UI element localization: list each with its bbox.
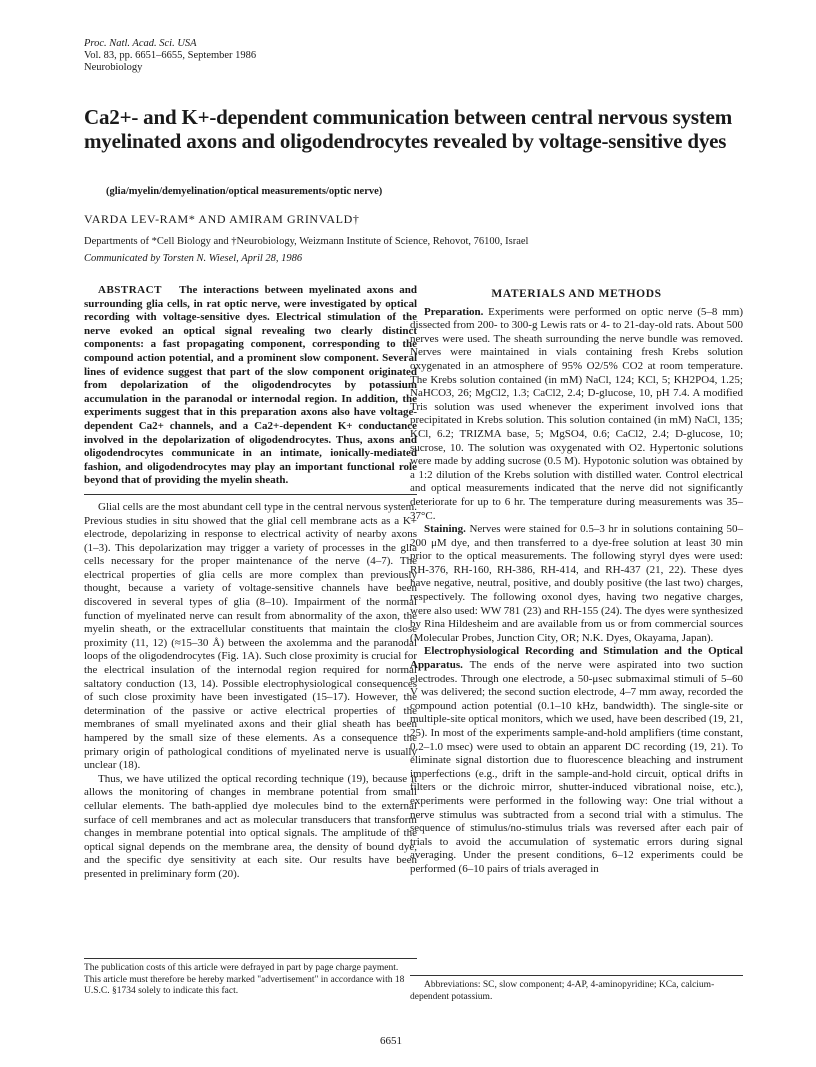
run-in-heading: Preparation. — [424, 305, 484, 318]
paper-title: Ca2+- and K+-dependent communication between central nervous system myelinated axons and oligodendrocytes revealed by voltage-sensitive dyes — [84, 105, 733, 153]
journal-name: Proc. Natl. Acad. Sci. USA — [84, 38, 197, 49]
page-number: 6651 — [380, 1035, 402, 1047]
abstract-divider — [84, 494, 417, 495]
run-in-heading: Electrophysiological Recording and Stimulation and the Optical Apparatus. — [410, 645, 743, 672]
abbreviations-footnote — [410, 975, 743, 1003]
publication-cost-footnote — [84, 958, 417, 998]
paragraph-text: Experiments were performed on optic nerve (5–8 mm) dissected from 200- to 300-g Lewis rats or 4- to 21-day-old rats. About 500 nerves were used. The sheath surrounding the nerve bundle was removed. Nerves were maintained in vials containing fresh Krebs solution oxygenated in an atmosphere of 95% O2/5% CO2 at room temperature. The Krebs solution contained (in mM) NaCl, 124; KCl, 5; KH2PO4, 1.25; NaHCO3, 26; MgCl2, 1.3; CaCl2, 2.4; D-glucose, 10, pH 7.4. A modified Tris solution was used whenever the experiment involved ions that precipitated in Krebs solution. This solution contained (in mM) NaCl, 135; KCl, 6.2; TRIZMA base, 5; MgSO4, 0.6; CaCl2, 2.4; D-glucose, 10; sucrose, 10. The solution was oxygenated with O2. Hypertonic solutions were made by adding sucrose (0.5 M). Hypotonic solution was obtained by a 1:2 dilution of the Krebs solution with distilled water. Control electrical and optical measurements indicated that the nerve did not significantly deteriorate for up to 6 hr. The temperature during measurements was 35–37°C. — [410, 305, 743, 522]
paragraph-text: Nerves were stained for 0.5–3 hr in solutions containing 50–200 μM dye, and then transferred to a dye-free solution at least 30 min prior to the optical measurements. The following styryl dyes were used: RH-376, RH-160, RH-386, RH-414, and RH-437 (21, 22). These dyes have negative, neutral, positive, and doubly positive (the last two) charges, respectively. The following oxonol dyes, having two negative charges, were also used: WW 781 (23) and RH-155 (24). The dyes were synthesized by Rina Hildesheim and are available from us or from commercial sources (Molecular Probes, Junction City, OR; N.K. Dyes, Okayama, Japan). — [410, 523, 743, 644]
left-column — [84, 280, 417, 882]
authors: VARDA LEV-RAM* AND AMIRAM GRINVALD† — [84, 212, 360, 226]
affiliation: Departments of *Cell Biology and †Neurobiology, Weizmann Institute of Science, Rehovot, 76100, Israel — [84, 236, 529, 247]
volume-line: Vol. 83, pp. 6651–6655, September 1986 — [84, 50, 257, 61]
footnote-divider — [410, 975, 743, 976]
methods-paragraph-preparation — [410, 306, 743, 524]
journal-header — [84, 38, 256, 74]
intro-paragraph-1: Glial cells are the most abundant cell type in the central nervous system. Previous studies in situ showed that the glial cell membrane acts as a K+ electrode, depolarizing in response to electrical activity of nearby axons (1–3). This depolarization may trigger a variety of processes in the glia cells necessary for the proper maintenance of the nerve (4–7). The electrical properties of glia cells are more complex than previously thought, because a variety of voltage-sensitive channels have been discovered in several types of glia (8–10). Impairment of the normal function of myelinated nerve can result from abnormality of the axon, the myelin sheath, or the extracellular constituents that maintain the close proximity (11, 12) (≈15–30 Å) between the axolemma and the paranodal loops of the oligodendrocytes (Fig. 1A). Such close proximity is crucial for the electrical insulation of the internodal region required for normal saltatory conduction (13, 14). Possible electrophysiological consequences of such close proximity have been investigated (15–17). However, the determination of the passive or active electrical properties of the membranes of small myelinated axons and their glial sheath has been hampered by the small size of these elements. As a consequence the primary origin of pathological conditions of myelinated nerve is usually unclear (18). — [84, 500, 417, 772]
methods-paragraph-recording — [410, 645, 743, 876]
intro-paragraph-2: Thus, we have utilized the optical recording technique (19), because it allows the monitoring of changes in membrane potential from small cellular elements. The bath-applied dye molecules bind to the external surface of cell membranes and act as molecular transducers that transform changes in membrane potential into optical signals. The amplitude of the optical signal depends on the membrane area, the density of bound dye, and the specific dye sensitivity at each site. Our results have been presented in preliminary form (20). — [84, 772, 417, 880]
abbreviations-text: Abbreviations: SC, slow component; 4-AP, 4-aminopyridine; KCa, calcium-dependent potassium. — [410, 980, 715, 1002]
run-in-heading: Staining. — [424, 523, 466, 536]
abstract — [84, 284, 417, 488]
footnote-text: The publication costs of this article were defrayed in part by page charge payment. This article must therefore be hereby marked "advertisement" in accordance with 18 U.S.C. §1734 solely to indicate this fact. — [84, 963, 405, 996]
methods-heading: MATERIALS AND METHODS — [491, 288, 662, 300]
keywords: (glia/myelin/demyelination/optical measurements/optic nerve) — [106, 186, 383, 197]
communicated-by: Communicated by Torsten N. Wiesel, April 28, 1986 — [84, 253, 303, 264]
footnote-divider — [84, 958, 417, 959]
paragraph-text: The ends of the nerve were aspirated into two suction electrodes. Through one electrode, a 50-μsec submaximal stimuli of 5–60 V was delivered; the second suction electrode, 4–7 mm away, recorded the compound action potential (0.1–10 kHz, bandwidth). The single-site or multiple-site optical monitors, which we used, have been described (19, 21, 25). In most of the experiments sample-and-hold amplifiers (time constant, 0.2–1.0 msec) were used to obtain an apparent DC recording (19, 21). To eliminate signal distortion due to fluorescence bleaching and instrument imperfections (e.g., drift in the sample-and-hold circuit, optical drifts in filters or the dichroic mirror, shutter-induced vibrational noise, etc.), experiments were performed in the following way: One trial without a nerve stimulus was subtracted from a second trial with a stimulus. The sequence of stimulus/no-stimulus trials was reversed after each pair of trials to avoid the accumulation of systematic errors during signal averaging. Under the present conditions, 6–12 experiments could be performed (6–10 pairs of trials averaged in — [410, 659, 743, 875]
section-name: Neurobiology — [84, 62, 143, 73]
right-column — [410, 280, 743, 877]
abstract-text: The interactions between myelinated axons and surrounding glia cells, in rat optic nerve, were investigated by optical recording with voltage-sensitive dyes. Electrical stimulation of the nerve evoked an optical signal revealing two clearly distinct components: a fast propagating component, corresponding to the compound action potential, and a prominent slow component. Several lines of evidence suggest that part of the slow component originated from depolarization of the oligodendrocytes by potassium accumulation in the paranodal or internodal region. In addition, the experiments suggest that in this preparation axons also have voltage-dependent Ca2+ channels, and a Ca2+-dependent K+ conductance involved in the depolarization of oligodendrocytes. Thus, axons and oligodendrocytes communicate in an intimate, ionically-mediated fashion, and oligodendrocytes may play an important functional role beyond that of providing the myelin sheath. — [84, 284, 418, 487]
methods-paragraph-staining — [410, 523, 743, 645]
abstract-label: ABSTRACT — [98, 284, 162, 296]
